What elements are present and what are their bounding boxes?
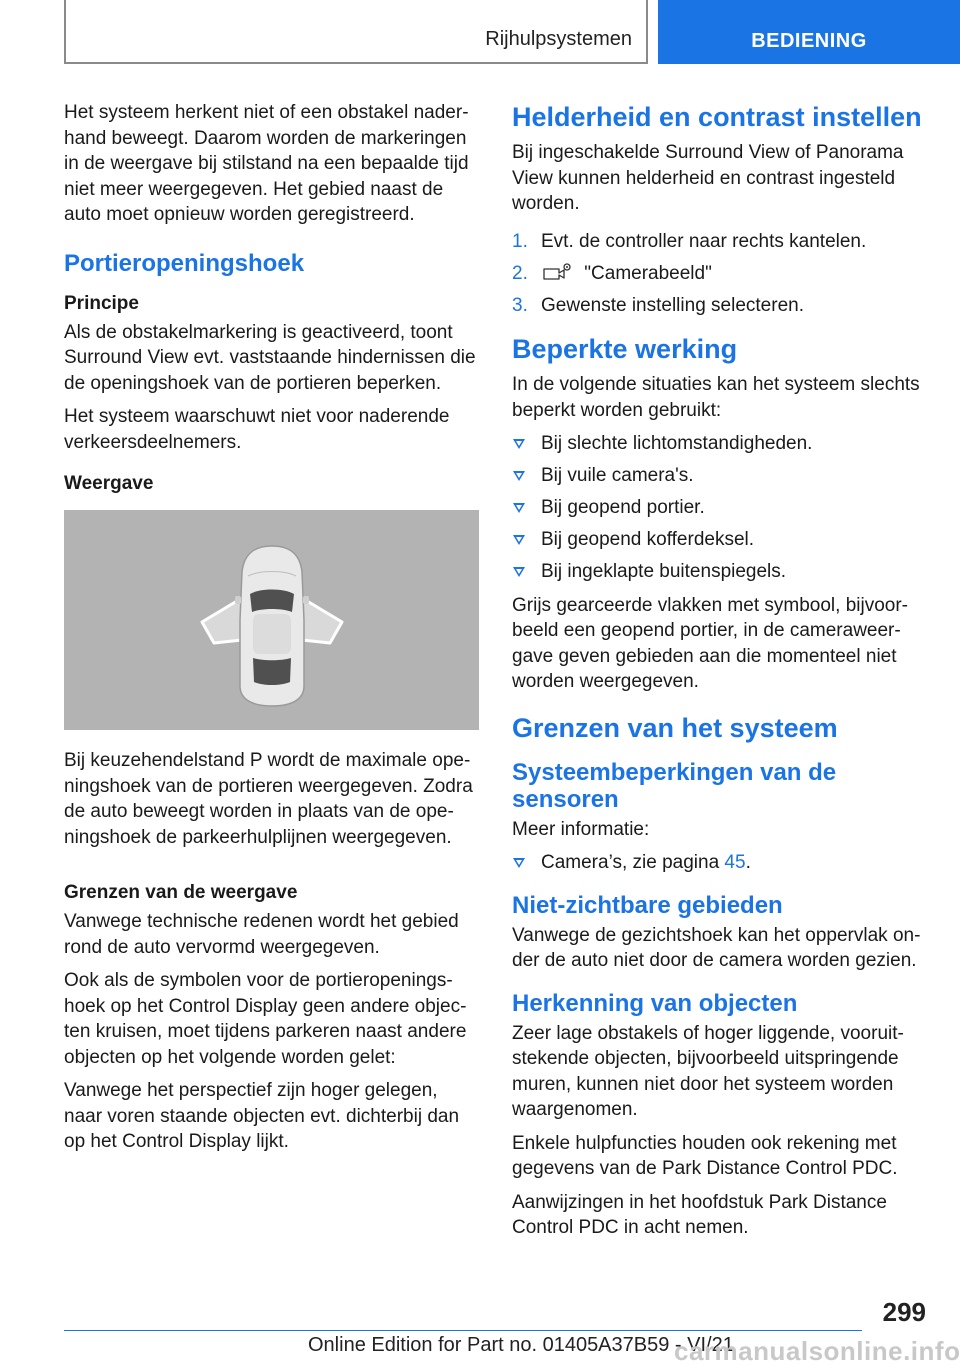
list-item — [512, 495, 932, 521]
heading-portieropeningshoek: Portieropeningshoek — [64, 249, 305, 277]
herkenning-paragraph-2: Enkele hulpfuncties houden ook rekening met gegevens van de Park Distance Control PDC. — [512, 1132, 898, 1179]
step-item — [512, 261, 932, 287]
heading-weergave: Weergave — [64, 473, 154, 494]
right-column — [512, 100, 932, 1249]
heading-sensoren: Systeembeperkingen van de sensoren — [512, 758, 837, 813]
intro-paragraph: Het systeem herkent niet of een obstakel naderhand beweegt. Daarom worden de markeringen in de weergave bij stilstand na een bepaalde tijd niet meer weergegeven. Het gebied naast de auto moet opnieuw worden geregistreerd. — [64, 102, 469, 225]
list-item-text: Camera’s, zie pagina — [541, 852, 725, 873]
list-item — [512, 559, 932, 585]
bullet-triangle-icon — [513, 503, 525, 513]
list-item-text: Bij slechte lichtomstandigheden. — [541, 433, 813, 454]
car-top-view-icon — [64, 510, 479, 730]
heading-grenzen-systeem: Grenzen van het systeem — [512, 712, 838, 743]
chapter-tab[interactable] — [658, 0, 960, 64]
list-item — [512, 431, 932, 457]
bullet-triangle-icon — [513, 439, 525, 449]
meer-informatie: Meer informatie: — [512, 818, 650, 840]
principe-paragraph-1: Als de obstakelmarkering is geactiveerd, toont Surround View evt. vaststaande hindernissen die de openingshoek van de portieren beperken. — [64, 321, 476, 394]
beperkte-list — [512, 431, 932, 585]
list-item-text: Bij ingeklapte buitenspiegels. — [541, 561, 787, 582]
step-text: Gewenste instelling selecteren. — [541, 294, 804, 316]
bullet-triangle-icon — [513, 471, 525, 481]
header-section-box — [64, 0, 648, 64]
page-number: 299 — [882, 1297, 926, 1327]
principe-paragraph-2: Het systeem waarschuwt niet voor naderende verkeersdeelnemers. — [64, 406, 450, 453]
list-item-text: Bij geopend portier. — [541, 497, 705, 518]
left-column — [64, 100, 479, 1163]
niet-paragraph: Vanwege de gezichtshoek kan het oppervlak onder de auto niet door de camera worden gezien. — [512, 924, 921, 971]
list-item — [512, 463, 932, 489]
heading-herkenning: Herkenning van objecten — [512, 989, 798, 1017]
list-item-suffix: . — [745, 852, 751, 873]
helderheid-paragraph: Bij ingeschakelde Surround View of Panorama View kunnen helderheid en contrast ingesteld worden. — [512, 142, 904, 214]
footer-divider — [64, 1330, 862, 1331]
chapter-tab-label: BEDIENING — [751, 30, 867, 52]
bullet-triangle-icon — [513, 567, 525, 577]
grenzen-paragraph-3: Vanwege het perspectief zijn hoger gelegen, naar voren staande objecten evt. dichterbij dan op het Control Display lijkt. — [64, 1080, 460, 1152]
step-number: 2. — [512, 262, 528, 284]
grenzen-paragraph-2: Ook als de symbolen voor de portieropeningshoek op het Control Display geen andere objecten kruisen, moet tijdens parkeren naast andere objecten op het volgende worden gelet: — [64, 970, 467, 1068]
footer-edition: Online Edition for Part no. 01405A37B59 - VI/21 — [308, 1334, 734, 1356]
heading-principe: Principe — [64, 292, 139, 314]
sensoren-list — [512, 850, 932, 876]
step-text: Evt. de controller naar rechts kantelen. — [541, 230, 867, 252]
step-item — [512, 229, 932, 255]
heading-niet-zichtbaar: Niet-zichtbare gebieden — [512, 891, 783, 919]
section-title: Rijhulpsystemen — [485, 28, 632, 50]
herkenning-paragraph-1: Zeer lage obstakels of hoger liggende, vooruitstekende objecten, bijvoorbeeld uitspringende muren, kunnen niet door het systeem worden waargenomen. — [512, 1022, 904, 1120]
step-number: 3. — [512, 294, 528, 316]
steps-list — [512, 229, 932, 319]
list-item-text: Bij vuile camera's. — [541, 465, 694, 486]
list-item — [512, 850, 932, 876]
step-number: 1. — [512, 230, 528, 252]
weergave-paragraph: Bij keuzehendelstand P wordt de maximale openingshoek van de portieren weergegeven. Zodra de auto beweegt worden in plaats van de openingshoek de parkeerhulplijnen weergegeven. — [64, 750, 473, 848]
list-item-text: Bij geopend kofferdeksel. — [541, 529, 755, 550]
watermark: carmanualsonline.info — [674, 1336, 960, 1366]
page-link[interactable]: 45 — [724, 852, 746, 873]
step-text: "Camerabeeld" — [584, 262, 712, 284]
beperkte-paragraph-2: Grijs gearceerde vlakken met symbool, bijvoorbeeld een geopend portier, in de cameraweergave geven gebieden aan die momenteel niet worden weergegeven. — [512, 594, 908, 692]
car-door-angle-illustration — [64, 510, 479, 730]
heading-grenzen-weergave: Grenzen van de weergave — [64, 882, 298, 903]
grenzen-paragraph-1: Vanwege technische redenen wordt het gebied rond de auto vervormd weergegeven. — [64, 911, 459, 958]
herkenning-paragraph-3: Aanwijzingen in het hoofdstuk Park Distance Control PDC in acht nemen. — [512, 1191, 887, 1238]
camera-settings-icon — [541, 262, 573, 282]
bullet-triangle-icon — [513, 535, 525, 545]
heading-beperkte-werking: Beperkte werking — [512, 334, 738, 364]
step-item — [512, 293, 932, 319]
beperkte-paragraph: In de volgende situaties kan het systeem slechts beperkt worden gebruikt: — [512, 374, 920, 421]
heading-helderheid: Helderheid en contrast instellen — [512, 102, 922, 132]
list-item — [512, 527, 932, 553]
bullet-triangle-icon — [513, 858, 525, 868]
